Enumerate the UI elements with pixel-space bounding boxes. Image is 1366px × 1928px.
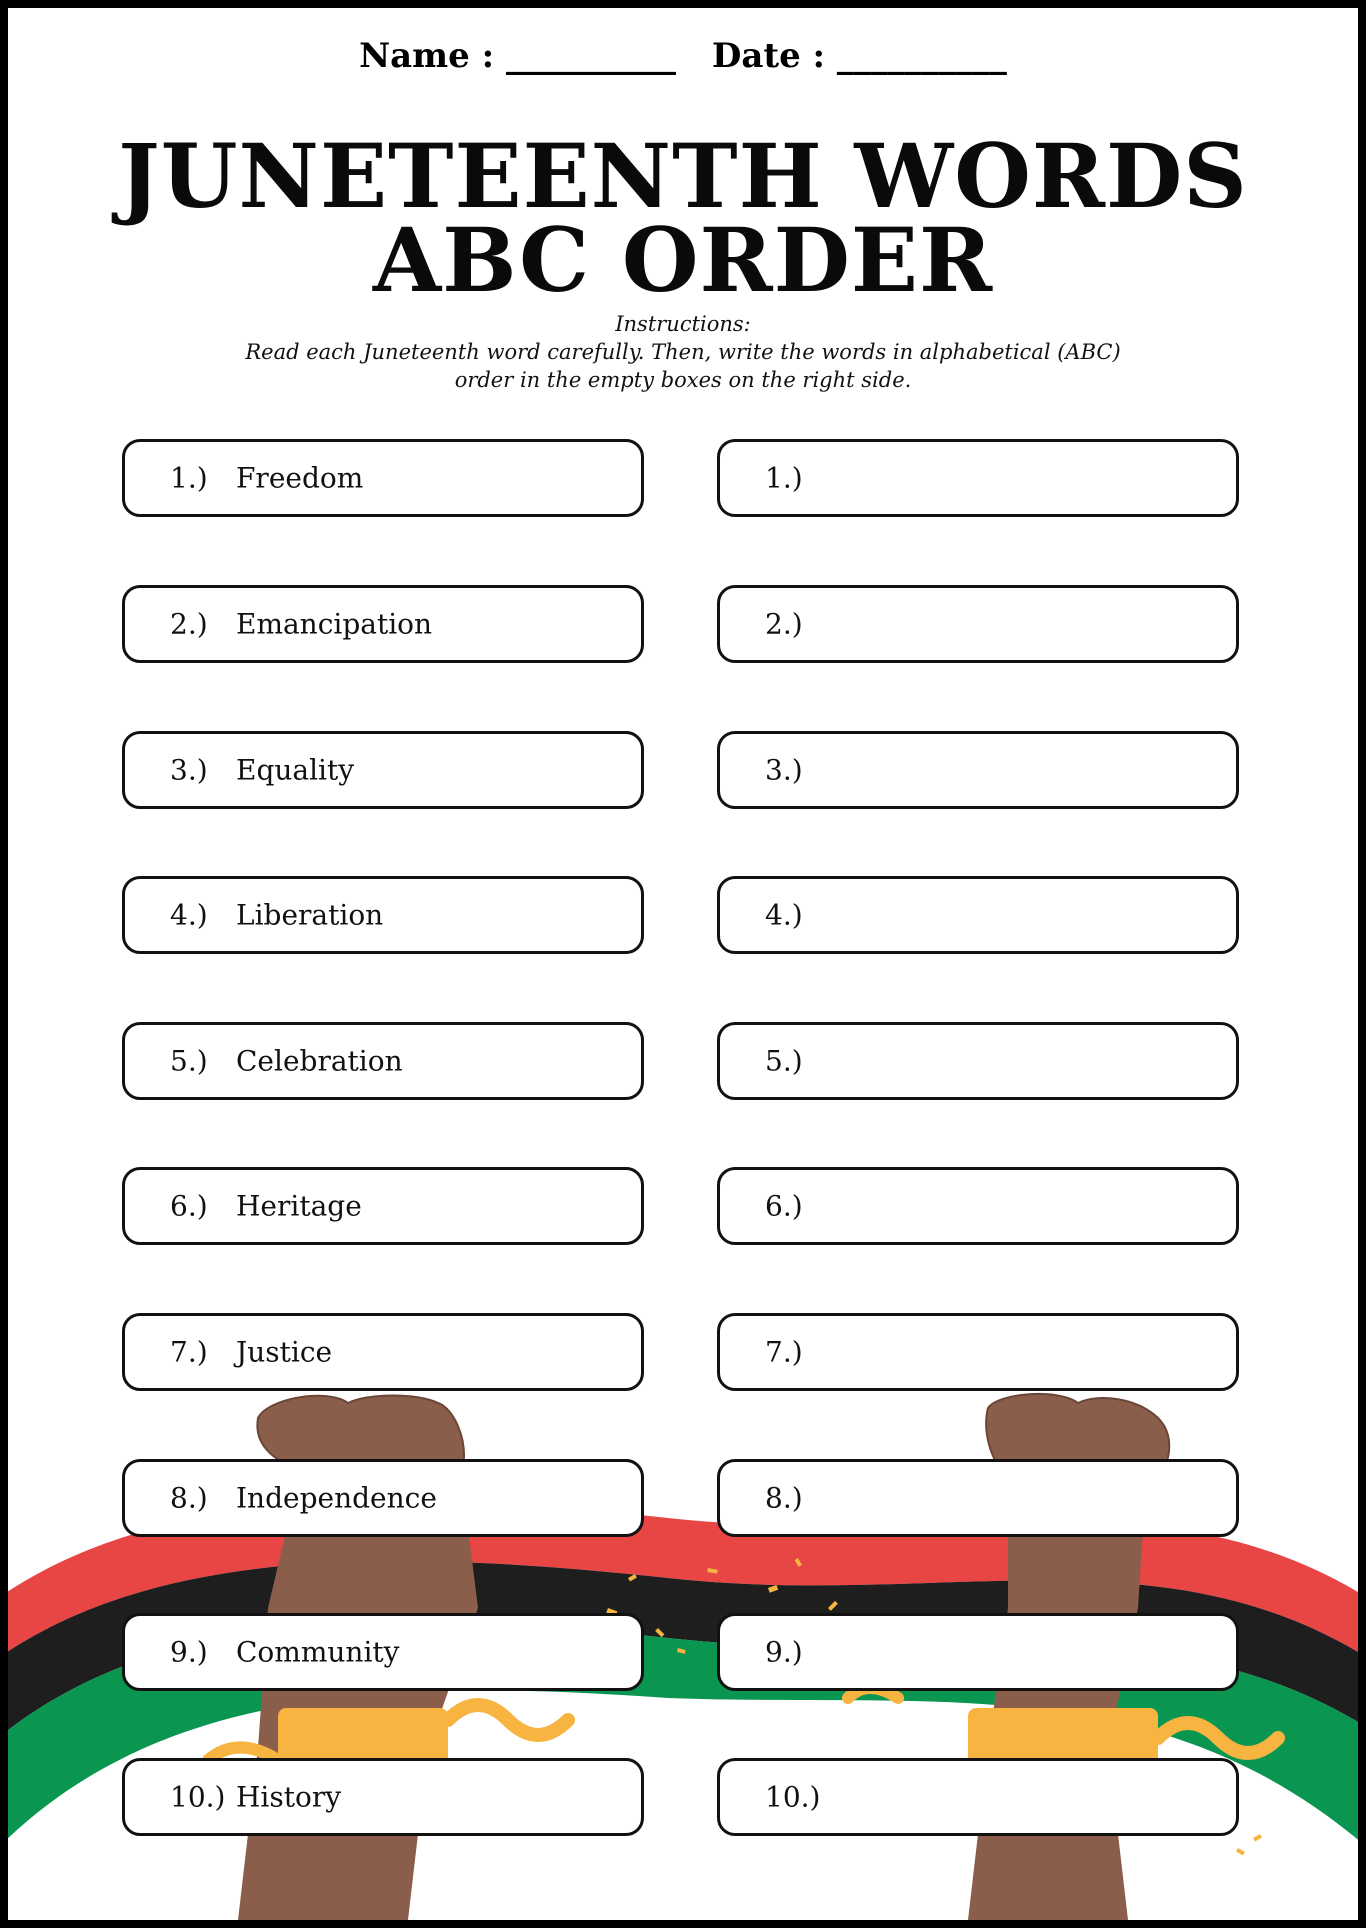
word-box bbox=[122, 1022, 644, 1100]
word-box bbox=[122, 1459, 644, 1537]
word-text: Heritage bbox=[236, 1189, 362, 1223]
word-text: History bbox=[236, 1780, 342, 1814]
word-text: Independence bbox=[236, 1481, 437, 1515]
answer-box[interactable] bbox=[717, 1758, 1239, 1836]
answer-number: 2.) bbox=[765, 607, 803, 641]
name-field-label: Name : __________ bbox=[359, 36, 677, 76]
title-line-2: ABC ORDER bbox=[372, 208, 994, 312]
word-number: 10.) bbox=[170, 1780, 226, 1814]
answer-box[interactable] bbox=[717, 1313, 1239, 1391]
word-number: 3.) bbox=[170, 753, 208, 787]
name-date-line bbox=[8, 36, 1358, 76]
word-number: 2.) bbox=[170, 607, 208, 641]
answer-number: 1.) bbox=[765, 461, 803, 495]
word-number: 8.) bbox=[170, 1481, 208, 1515]
answer-number: 5.) bbox=[765, 1044, 803, 1078]
answer-box[interactable] bbox=[717, 1167, 1239, 1245]
word-box bbox=[122, 731, 644, 809]
answer-number: 10.) bbox=[765, 1780, 821, 1814]
word-number: 7.) bbox=[170, 1335, 208, 1369]
word-text: Justice bbox=[236, 1335, 333, 1369]
instructions-line-1: Read each Juneteenth word carefully. Then, write the words in alphabetical (ABC) bbox=[245, 340, 1121, 364]
word-box bbox=[122, 1613, 644, 1691]
answer-box[interactable] bbox=[717, 439, 1239, 517]
answer-box[interactable] bbox=[717, 876, 1239, 954]
left-chain bbox=[448, 1705, 568, 1735]
instructions-line-2: order in the empty boxes on the right side. bbox=[454, 368, 912, 392]
word-number: 6.) bbox=[170, 1189, 208, 1223]
answer-number: 8.) bbox=[765, 1481, 803, 1515]
word-text: Equality bbox=[236, 753, 355, 787]
answer-number: 4.) bbox=[765, 898, 803, 932]
worksheet-paper bbox=[8, 8, 1358, 1920]
word-text: Celebration bbox=[236, 1044, 403, 1078]
answer-number: 3.) bbox=[765, 753, 803, 787]
word-number: 5.) bbox=[170, 1044, 208, 1078]
word-box bbox=[122, 1167, 644, 1245]
instructions bbox=[8, 310, 1358, 394]
word-text: Community bbox=[236, 1635, 400, 1669]
answer-number: 6.) bbox=[765, 1189, 803, 1223]
answer-number: 9.) bbox=[765, 1635, 803, 1669]
answer-box[interactable] bbox=[717, 1613, 1239, 1691]
answer-box[interactable] bbox=[717, 1459, 1239, 1537]
word-box bbox=[122, 585, 644, 663]
answer-box[interactable] bbox=[717, 731, 1239, 809]
word-text: Freedom bbox=[236, 461, 364, 495]
word-box bbox=[122, 439, 644, 517]
instructions-heading: Instructions: bbox=[615, 312, 751, 336]
word-number: 4.) bbox=[170, 898, 208, 932]
date-field-label: Date : __________ bbox=[711, 36, 1007, 76]
word-box bbox=[122, 1313, 644, 1391]
word-text: Emancipation bbox=[236, 607, 433, 641]
word-number: 1.) bbox=[170, 461, 208, 495]
answer-box[interactable] bbox=[717, 585, 1239, 663]
answer-number: 7.) bbox=[765, 1335, 803, 1369]
word-text: Liberation bbox=[236, 898, 384, 932]
word-box bbox=[122, 1758, 644, 1836]
word-number: 9.) bbox=[170, 1635, 208, 1669]
word-box bbox=[122, 876, 644, 954]
answer-box[interactable] bbox=[717, 1022, 1239, 1100]
title-line-1: JUNETEENTH WORDS bbox=[118, 124, 1248, 228]
